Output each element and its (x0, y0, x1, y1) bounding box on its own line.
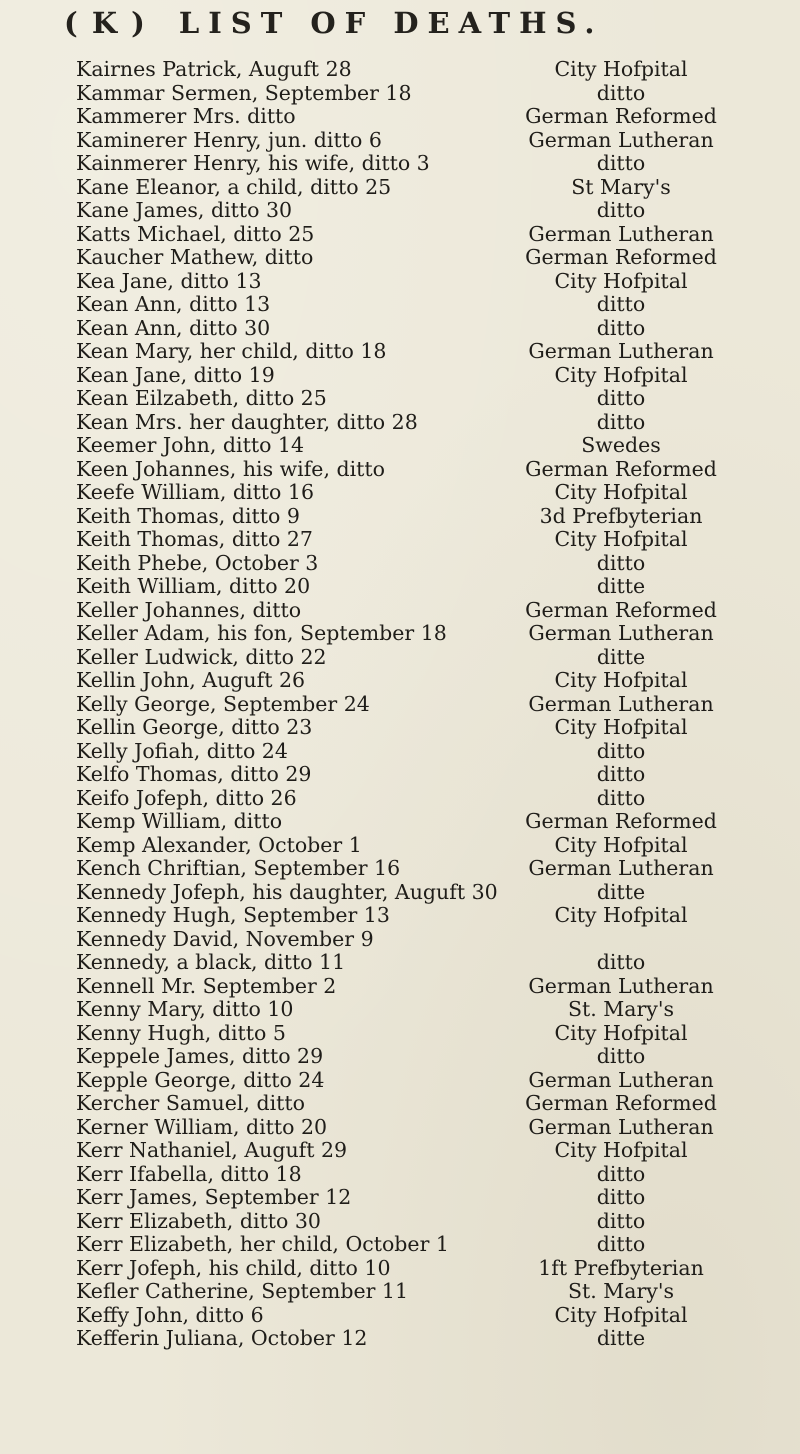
burial-ground: St Mary's (571, 174, 671, 199)
burial-ground: ditte (596, 644, 646, 669)
list-item (0, 1069, 800, 1093)
deceased-entry: Keller Johannes, ditto (76, 597, 302, 622)
burial-ground: German Lutheran (528, 127, 714, 152)
deceased-entry: Keith William, ditto 20 (76, 574, 311, 598)
list-item (0, 857, 800, 881)
deceased-entry: Keefe William, ditto 16 (76, 480, 314, 504)
deceased-entry: Kemp William, ditto (76, 809, 283, 833)
deceased-entry: Kean Ann, ditto 13 (76, 292, 271, 316)
burial-ground: ditto (596, 1208, 646, 1233)
burial-ground: German Lutheran (528, 221, 714, 246)
list-item (0, 1280, 800, 1304)
deceased-entry: Keith Thomas, ditto 9 (76, 503, 300, 528)
deceased-entry: Keemer John, ditto 14 (76, 433, 305, 457)
deceased-entry: Kean Jane, ditto 19 (76, 362, 275, 387)
list-item (0, 1116, 800, 1140)
deceased-entry: Kerner William, ditto 20 (76, 1114, 328, 1139)
deceased-entry: Kench Chriftian, September 16 (76, 856, 401, 880)
deceased-entry: Kean Ann, ditto 30 (76, 315, 271, 340)
burial-ground: ditto (596, 550, 646, 575)
deceased-entry: Kepple George, ditto 24 (76, 1067, 325, 1092)
burial-ground: German Reformed (525, 597, 717, 622)
burial-ground: City Hofpital (554, 1020, 688, 1045)
list-item (0, 740, 800, 764)
burial-ground: German Reformed (525, 245, 717, 269)
burial-ground: City Hofpital (554, 57, 688, 81)
burial-ground: ditto (596, 1232, 646, 1256)
deceased-entry: Kerr Elizabeth, ditto 30 (76, 1208, 321, 1233)
list-item (0, 552, 800, 576)
deceased-entry: Kennell Mr. September 2 (76, 973, 337, 998)
burial-ground: ditto (596, 198, 646, 222)
deceased-entry: Kerr Jofeph, his child, ditto 10 (76, 1255, 391, 1280)
burial-ground: German Reformed (525, 456, 717, 481)
burial-ground: ditto (596, 315, 646, 340)
burial-ground: ditto (596, 1044, 646, 1068)
burial-ground: St. Mary's (567, 1279, 675, 1303)
deceased-entry: Keller Ludwick, ditto 22 (76, 644, 327, 669)
deceased-entry: Kammar Sermen, September 18 (76, 80, 412, 105)
burial-ground: City Hofpital (554, 903, 688, 927)
list-item (0, 1186, 800, 1210)
deceased-entry: Kean Mary, her child, ditto 18 (76, 339, 387, 363)
burial-ground: German Lutheran (528, 1114, 714, 1139)
burial-ground: City Hofpital (554, 668, 688, 692)
list-item (0, 787, 800, 811)
list-item (0, 176, 800, 200)
list-item (0, 199, 800, 223)
list-item (0, 293, 800, 317)
deceased-entry: Kennedy Jofeph, his daughter, Auguft 30 (76, 879, 498, 904)
list-item (0, 646, 800, 670)
burial-ground: German Reformed (525, 104, 717, 128)
burial-ground: City Hofpital (554, 480, 688, 504)
burial-ground: ditto (596, 409, 646, 434)
deceased-entry: Kerr Ifabella, ditto 18 (76, 1161, 302, 1186)
list-item (0, 82, 800, 106)
list-item (0, 505, 800, 529)
list-item (0, 622, 800, 646)
deceased-entry: Kane Eleanor, a child, ditto 25 (76, 174, 392, 199)
burial-ground: ditto (596, 80, 646, 105)
burial-ground: ditto (596, 1161, 646, 1186)
burial-ground: Swedes (581, 433, 661, 457)
deceased-entry: Keppele James, ditto 29 (76, 1044, 324, 1068)
burial-ground: St. Mary's (567, 997, 675, 1021)
list-item (0, 975, 800, 999)
list-item (0, 998, 800, 1022)
deceased-entry: Kenny Mary, ditto 10 (76, 997, 294, 1021)
burial-ground: City Hofpital (554, 362, 688, 387)
list-item (0, 1304, 800, 1328)
list-item (0, 1092, 800, 1116)
burial-ground: ditto (596, 151, 646, 175)
list-item (0, 1210, 800, 1234)
list-item (0, 340, 800, 364)
page-header (64, 6, 604, 40)
list-item (0, 1022, 800, 1046)
list-item (0, 317, 800, 341)
burial-ground: City Hofpital (554, 1138, 688, 1162)
deceased-entry: Keffy John, ditto 6 (76, 1302, 264, 1327)
list-item (0, 458, 800, 482)
deceased-entry: Kean Eilzabeth, ditto 25 (76, 386, 327, 410)
deceased-entry: Kemp Alexander, October 1 (76, 832, 362, 857)
deceased-entry: Kaminerer Henry, jun. ditto 6 (76, 127, 382, 152)
deceased-entry: Kelly Jofiah, ditto 24 (76, 738, 288, 763)
deceased-entry: Kercher Samuel, ditto (76, 1091, 305, 1115)
section-letter: ( K ) (64, 6, 147, 40)
list-item (0, 716, 800, 740)
deceased-entry: Kelfo Thomas, ditto 29 (76, 762, 312, 786)
deceased-entry: Kennedy, a black, ditto 11 (76, 950, 346, 974)
deceased-entry: Kammerer Mrs. ditto (76, 104, 296, 128)
list-item (0, 387, 800, 411)
list-item (0, 1327, 800, 1351)
list-item (0, 1045, 800, 1069)
burial-ground: ditto (596, 738, 646, 763)
deceased-entry: Kellin John, Auguft 26 (76, 668, 306, 692)
deceased-entry: Kerr Nathaniel, Auguft 29 (76, 1138, 348, 1162)
list-item (0, 904, 800, 928)
deceased-entry: Keller Adam, his fon, September 18 (76, 621, 447, 645)
burial-ground: ditto (596, 950, 646, 974)
list-item (0, 575, 800, 599)
list-item (0, 481, 800, 505)
burial-ground: German Lutheran (528, 973, 714, 998)
deceased-entry: Kean Mrs. her daughter, ditto 28 (76, 409, 418, 434)
deceased-entry: Kennedy Hugh, September 13 (76, 903, 390, 927)
deceased-entry: Kefler Catherine, September 11 (76, 1279, 408, 1303)
list-item (0, 669, 800, 693)
burial-ground: German Lutheran (528, 1067, 714, 1092)
list-item (0, 763, 800, 787)
burial-ground: German Lutheran (528, 691, 714, 716)
burial-ground: ditto (596, 785, 646, 810)
list-item (0, 951, 800, 975)
list-item (0, 129, 800, 153)
burial-ground: German Reformed (525, 809, 717, 833)
deceased-entry: Kerr James, September 12 (76, 1185, 352, 1209)
deceased-entry: Katts Michael, ditto 25 (76, 221, 315, 246)
list-item (0, 1257, 800, 1281)
list-item (0, 270, 800, 294)
deceased-entry: Kefferin Juliana, October 12 (76, 1326, 368, 1350)
list-item (0, 834, 800, 858)
list-item (0, 152, 800, 176)
deceased-entry: Kennedy David, November 9 (76, 926, 374, 951)
list-item (0, 928, 800, 952)
burial-ground: German Lutheran (528, 621, 714, 645)
deceased-entry: Kelly George, September 24 (76, 691, 370, 716)
burial-ground: ditte (596, 574, 646, 598)
burial-ground: German Reformed (525, 1091, 717, 1115)
deceased-entry: Kerr Elizabeth, her child, October 1 (76, 1232, 449, 1256)
list-item (0, 223, 800, 247)
page-title: LIST OF DEATHS. (178, 6, 604, 40)
deceased-entry: Kenny Hugh, ditto 5 (76, 1020, 286, 1045)
burial-ground: German Lutheran (528, 856, 714, 880)
burial-ground: ditto (596, 386, 646, 410)
list-item (0, 599, 800, 623)
deceased-entry: Keith Phebe, October 3 (76, 550, 319, 575)
burial-ground: City Hofpital (554, 1302, 688, 1327)
list-item (0, 364, 800, 388)
deceased-entry: Kane James, ditto 30 (76, 198, 293, 222)
deceased-entry: Keifo Jofeph, ditto 26 (76, 785, 297, 810)
list-item (0, 810, 800, 834)
burial-ground: ditte (596, 879, 646, 904)
list-item (0, 881, 800, 905)
list-item (0, 58, 800, 82)
list-item (0, 528, 800, 552)
list-item (0, 1233, 800, 1257)
deceased-entry: Kainmerer Henry, his wife, ditto 3 (76, 151, 430, 175)
burial-ground: City Hofpital (554, 715, 688, 739)
burial-ground: City Hofpital (554, 527, 688, 551)
list-item (0, 1163, 800, 1187)
deceased-entry: Keen Johannes, his wife, ditto (76, 456, 385, 481)
death-list (0, 58, 800, 1351)
list-item (0, 246, 800, 270)
list-item (0, 693, 800, 717)
burial-ground: 1ft Prefbyterian (538, 1255, 704, 1280)
deceased-entry: Kairnes Patrick, Auguft 28 (76, 57, 352, 81)
list-item (0, 1139, 800, 1163)
burial-ground: City Hofpital (554, 268, 688, 293)
deceased-entry: Kea Jane, ditto 13 (76, 268, 262, 293)
burial-ground: 3d Prefbyterian (539, 503, 703, 528)
burial-ground: ditto (596, 1185, 646, 1209)
burial-ground: ditto (596, 762, 646, 786)
deceased-entry: Kaucher Mathew, ditto (76, 245, 314, 269)
burial-ground: German Lutheran (528, 339, 714, 363)
burial-ground: City Hofpital (554, 832, 688, 857)
list-item (0, 105, 800, 129)
list-item (0, 411, 800, 435)
deceased-entry: Kellin George, ditto 23 (76, 715, 313, 739)
deceased-entry: Keith Thomas, ditto 27 (76, 527, 313, 551)
list-item (0, 434, 800, 458)
burial-ground: ditto (596, 292, 646, 316)
burial-ground: ditte (596, 1326, 646, 1350)
